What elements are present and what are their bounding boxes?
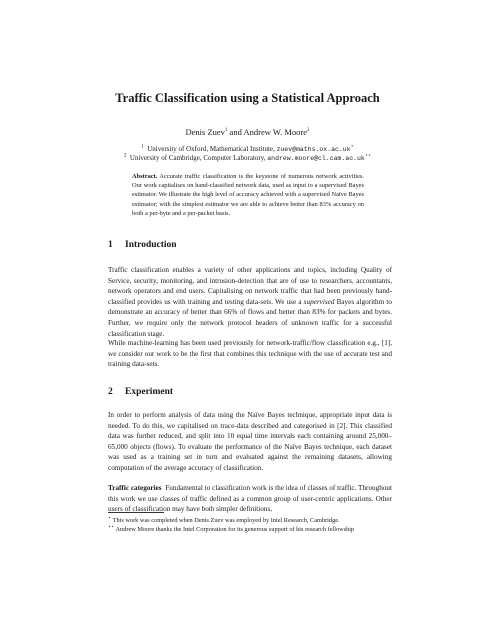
paragraph-heading: Traffic categories	[108, 484, 162, 492]
section-title: Introduction	[125, 240, 177, 250]
affiliation-2-number: 2	[123, 153, 127, 159]
affiliation-1-footnote-mark: ⋆	[350, 144, 354, 150]
footnote-2-mark: ⋆⋆	[108, 524, 115, 530]
traffic-categories-paragraph	[108, 483, 392, 515]
abstract-label: Abstract.	[132, 173, 158, 180]
footnote-1	[108, 517, 408, 525]
footnote-rule	[108, 512, 164, 513]
abstract	[132, 172, 364, 218]
footnote-2	[108, 526, 408, 534]
affiliation-2	[0, 154, 495, 162]
author-1-mark: 1	[224, 128, 228, 134]
section-heading-introduction	[108, 240, 177, 250]
section-number: 2	[108, 387, 113, 397]
footnote-1-mark: ⋆	[108, 515, 112, 521]
affiliation-2-footnote-mark: ⋆⋆	[364, 153, 372, 159]
author-2-mark: 2	[307, 128, 310, 134]
intro-paragraph-2: While machine-learning has been used previously for network-traffic/flow classification e.g., [1], we consider our work to be the first that combines this technique with the use of accurate test and training data-sets.	[108, 339, 392, 369]
intro-paragraph-1	[108, 265, 392, 339]
paper-title: Traffic Classification using a Statistical Approach	[115, 91, 380, 105]
author-2: Andrew W. Moore	[243, 127, 307, 137]
abstract-text: Accurate traffic classification is the keystone of numerous network activities. Our work capitalises on hand-classified network data, used as input to a supervised Bayes estimator. We illustrate the high level of accuracy achieved with a supervised Naïve Bayes estimator; with the simplest estimator we are able to achieve better than 83% accuracy on both a per-byte and a per-packet basis.	[132, 173, 364, 217]
affiliation-1	[0, 145, 495, 153]
affiliation-1-number: 1	[141, 144, 144, 150]
author-line	[0, 127, 495, 137]
author-1: Denis Zuev	[185, 127, 225, 137]
author-conjunction: and	[229, 127, 242, 137]
affiliation-2-email: andrew.moore@cl.cam.ac.uk	[267, 155, 365, 162]
section-title: Experiment	[125, 387, 174, 397]
intro-text-b: Bayes algorithm to demonstrate an accuracy of better than 66% of flows and better than 83% for packets and bytes. Further, we require only the network protocol headers of unknown traffic for a successful classification stage.	[108, 297, 392, 338]
affiliation-1-email: zuev@maths.ox.ac.uk	[276, 146, 351, 153]
footnote-2-text: Andrew Moore thanks the Intel Corporation for its generous support of his research fellowship	[115, 526, 355, 533]
section-number: 1	[108, 240, 113, 250]
affiliation-1-text: University of Oxford, Mathematical Institute,	[147, 145, 275, 153]
section-heading-experiment	[108, 387, 173, 397]
paragraph-text: Fundamental to classification work is the idea of classes of traffic. Throughout this work we use classes of traffic defined as a common group of user-centric applications. Other users of classification may have both simpler definitions,	[108, 484, 392, 514]
intro-text-a: Traffic classification enables a variety of other applications and topics, including Quality of Service, security, monitoring, and intrusion-detection that are of use to researchers, accountants, network operators and end users. Capitalising on network traffic that had been previously hand-classified provides us with training and testing data-sets. We use a	[108, 266, 392, 306]
intro-emphasis: supervised	[303, 297, 335, 306]
footnote-1-text: This work was completed when Denis Zuev was employed by Intel Research, Cambridge.	[112, 517, 340, 524]
affiliation-2-text: University of Cambridge, Computer Laboratory,	[129, 154, 266, 162]
experiment-paragraph-1: In order to perform analysis of data using the Naïve Bayes technique, appropriate input data is needed. To do this, we capitalised on trace-data described and categorised in [2]. This classified data was further reduced, and split into 10 equal time intervals each containing around 25,000–65,000 objects (flows). To evaluate the performance of the Naïve Bayes technique, each dataset was used as a training set in turn and evaluated against the remaining datasets, allowing computation of the average accuracy of classification.	[108, 411, 392, 472]
